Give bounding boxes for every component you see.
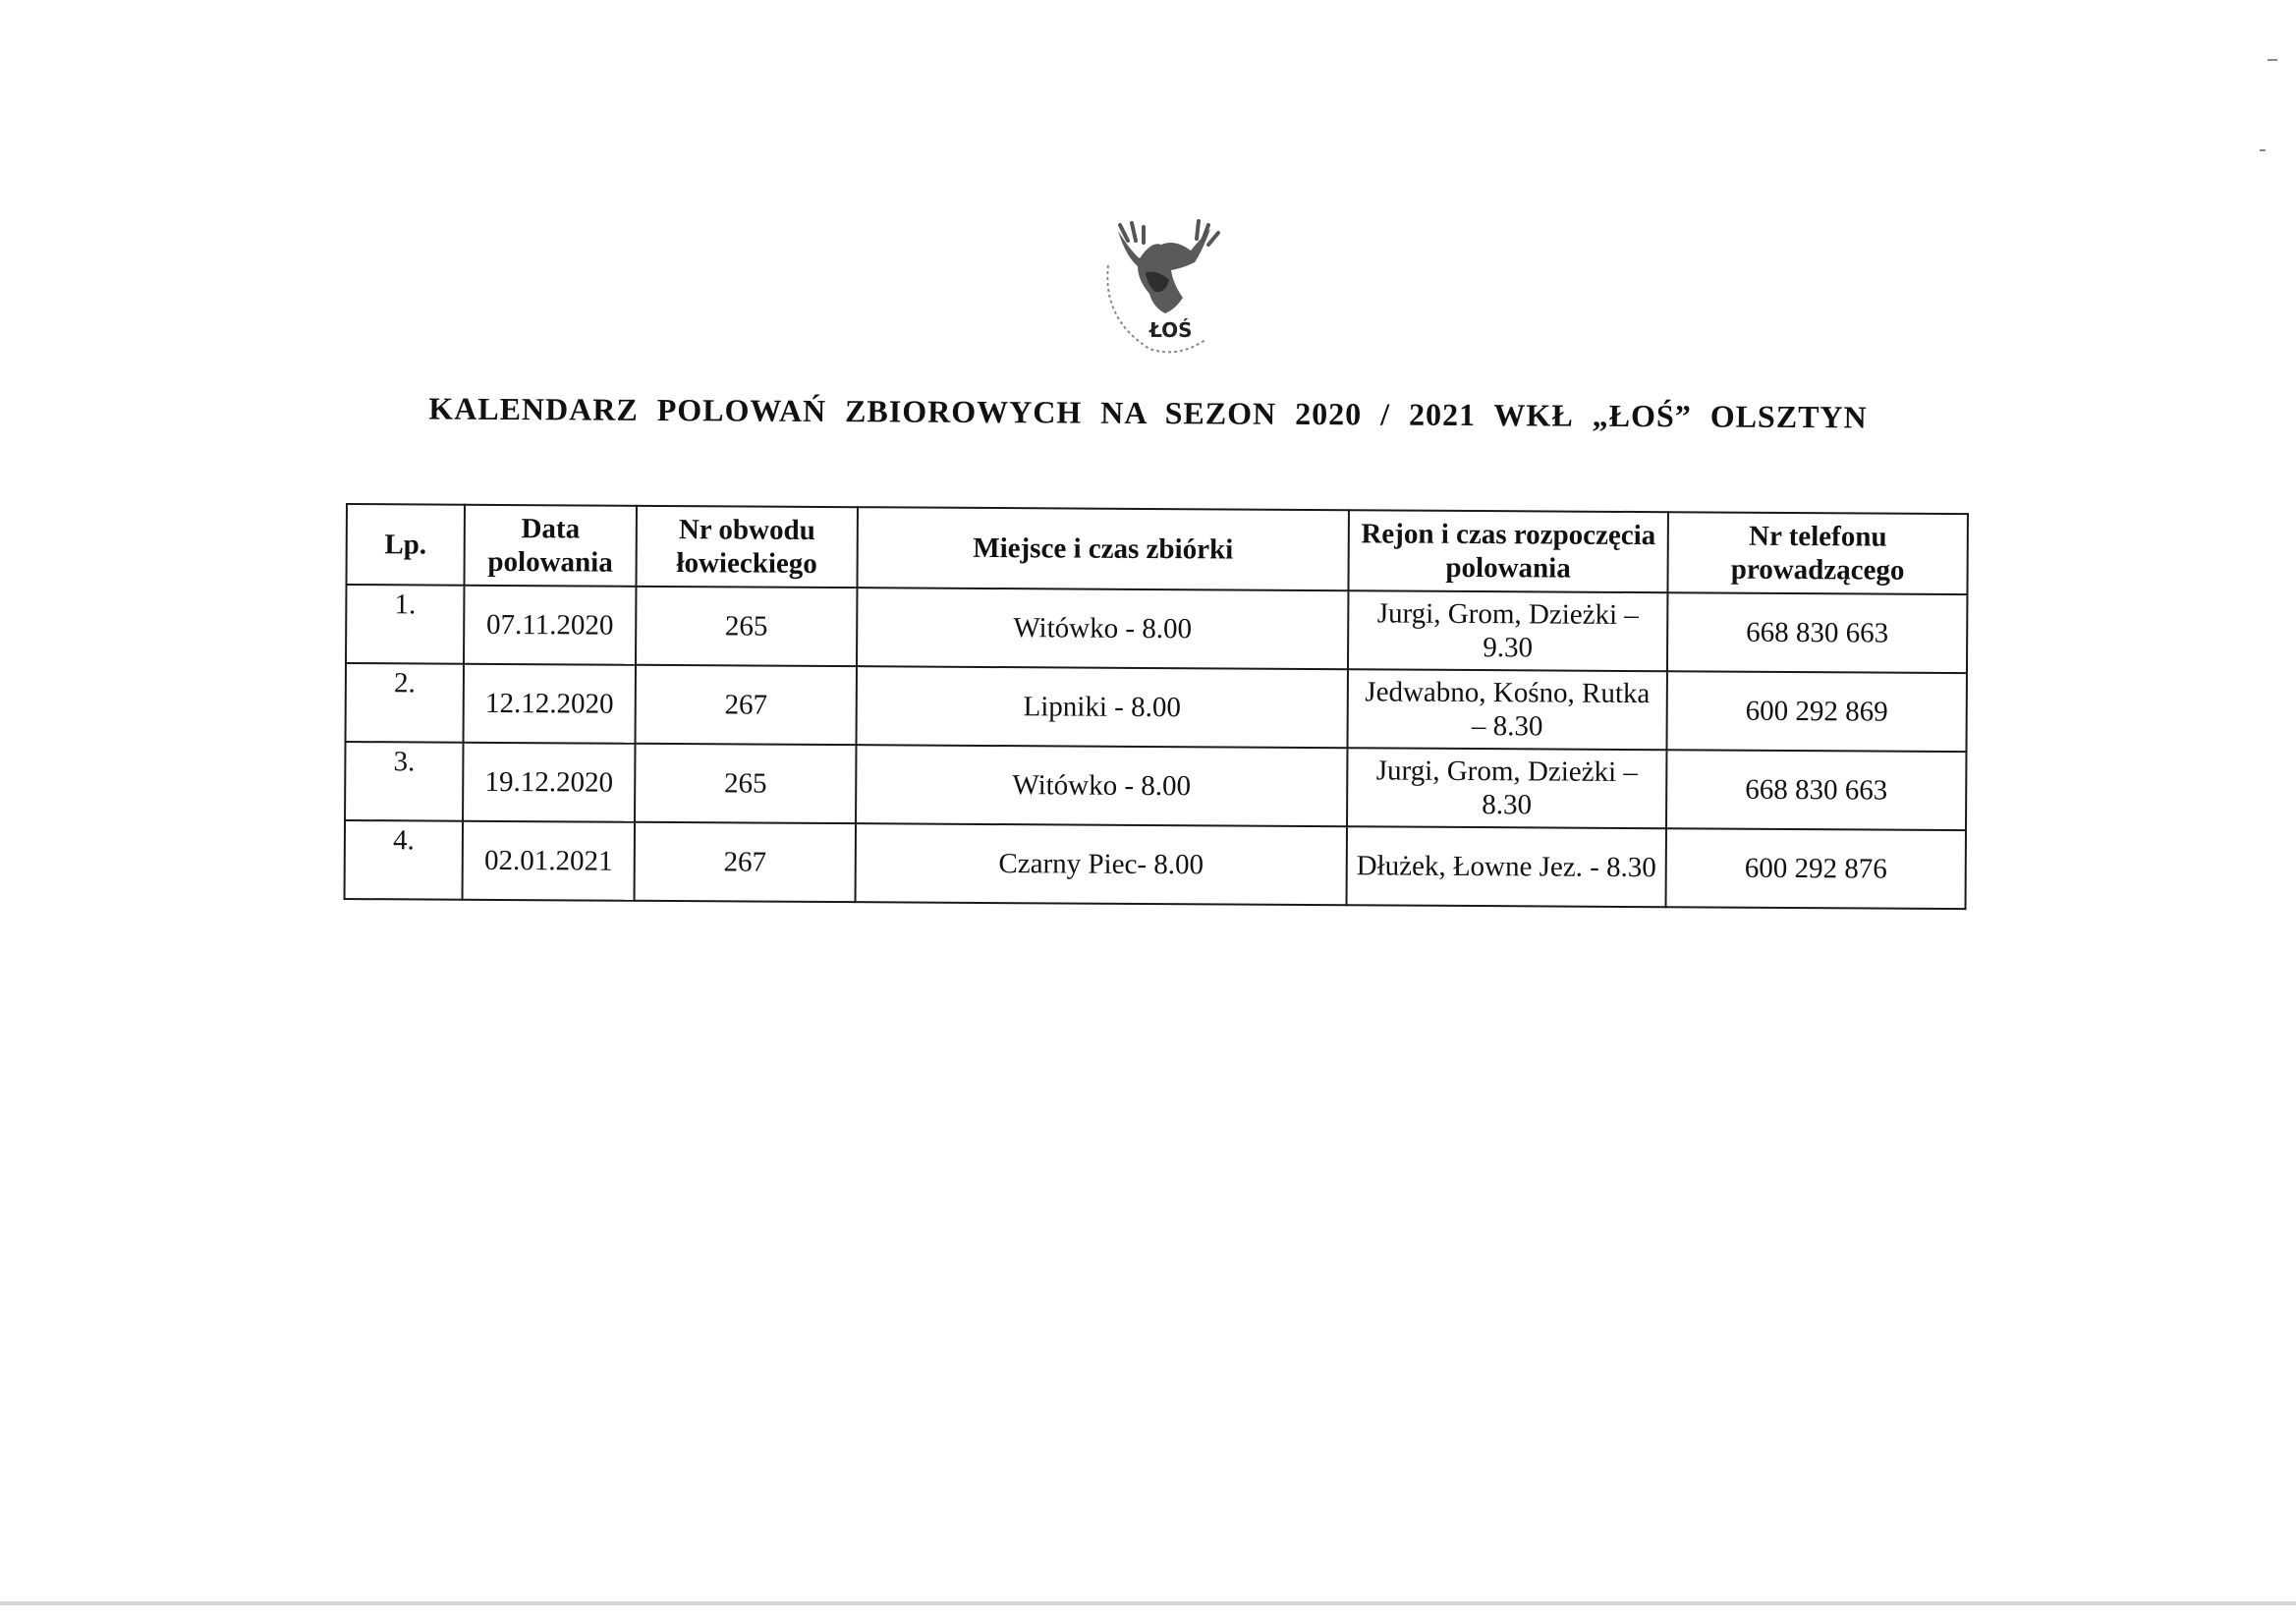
- cell-place: Witówko - 8.00: [857, 588, 1348, 669]
- cell-district: 267: [635, 822, 856, 902]
- cell-district: 265: [635, 744, 856, 823]
- cell-region: Jurgi, Grom, Dzieżki – 9.30: [1348, 590, 1667, 671]
- cell-lp: 4.: [345, 820, 463, 900]
- schedule-table-wrap: [344, 503, 1967, 910]
- cell-lp: 1.: [346, 585, 464, 664]
- header-date: Data polowania: [464, 505, 636, 587]
- logo-text: ŁOŚ: [1149, 318, 1193, 342]
- header-region: Rejon i czas rozpoczęcia polowania: [1348, 510, 1667, 592]
- cell-date: 02.01.2021: [463, 821, 635, 901]
- cell-date: 12.12.2020: [464, 664, 636, 744]
- cell-phone: 668 830 663: [1667, 592, 1967, 673]
- header-district: Nr obwodu łowieckiego: [636, 506, 857, 588]
- svg-text:KOŁO ŁOWIECKIE NR 105 W OLSZTY: KOŁO ŁOWIECKIE NR 105 W OLSZTYNIE SAMORZĄDOWE: [1081, 211, 1108, 212]
- cell-date: 19.12.2020: [463, 743, 635, 822]
- cell-district: 265: [636, 587, 857, 666]
- table-row: [346, 585, 1967, 673]
- cell-region: Dłużek, Łowne Jez. - 8.30: [1347, 826, 1666, 907]
- scan-mark: [2260, 149, 2266, 151]
- cell-date: 07.11.2020: [464, 586, 636, 665]
- schedule-table: [344, 503, 1969, 910]
- cell-region: Jedwabno, Kośno, Rutka – 8.30: [1347, 669, 1666, 750]
- cell-phone: 600 292 876: [1666, 828, 1966, 909]
- cell-district: 267: [636, 665, 857, 745]
- table-row: [346, 663, 1967, 752]
- cell-lp: 2.: [346, 663, 464, 743]
- header-phone: Nr telefonu prowadzącego: [1667, 512, 1967, 594]
- cell-place: Witówko - 8.00: [856, 745, 1347, 826]
- moose-logo: [1081, 211, 1238, 368]
- page-title: KALENDARZ POLOWAŃ ZBIOROWYCH NA SEZON 2020 / 2021 WKŁ „ŁOŚ” OLSZTYN: [428, 390, 1868, 435]
- scan-edge-line: [0, 1601, 2296, 1605]
- cell-phone: 668 830 663: [1666, 750, 1966, 830]
- header-lp: Lp.: [346, 504, 464, 586]
- table-row: [345, 742, 1966, 830]
- cell-place: Lipniki - 8.00: [857, 666, 1348, 748]
- scan-mark: [2268, 59, 2277, 61]
- cell-region: Jurgi, Grom, Dzieżki – 8.30: [1347, 748, 1666, 828]
- cell-place: Czarny Piec- 8.00: [856, 823, 1347, 905]
- cell-phone: 600 292 869: [1666, 671, 1966, 752]
- header-place: Miejsce i czas zbiórki: [857, 507, 1348, 590]
- cell-lp: 3.: [345, 742, 463, 821]
- table-row: [345, 820, 1966, 909]
- table-header-row: [346, 504, 1967, 594]
